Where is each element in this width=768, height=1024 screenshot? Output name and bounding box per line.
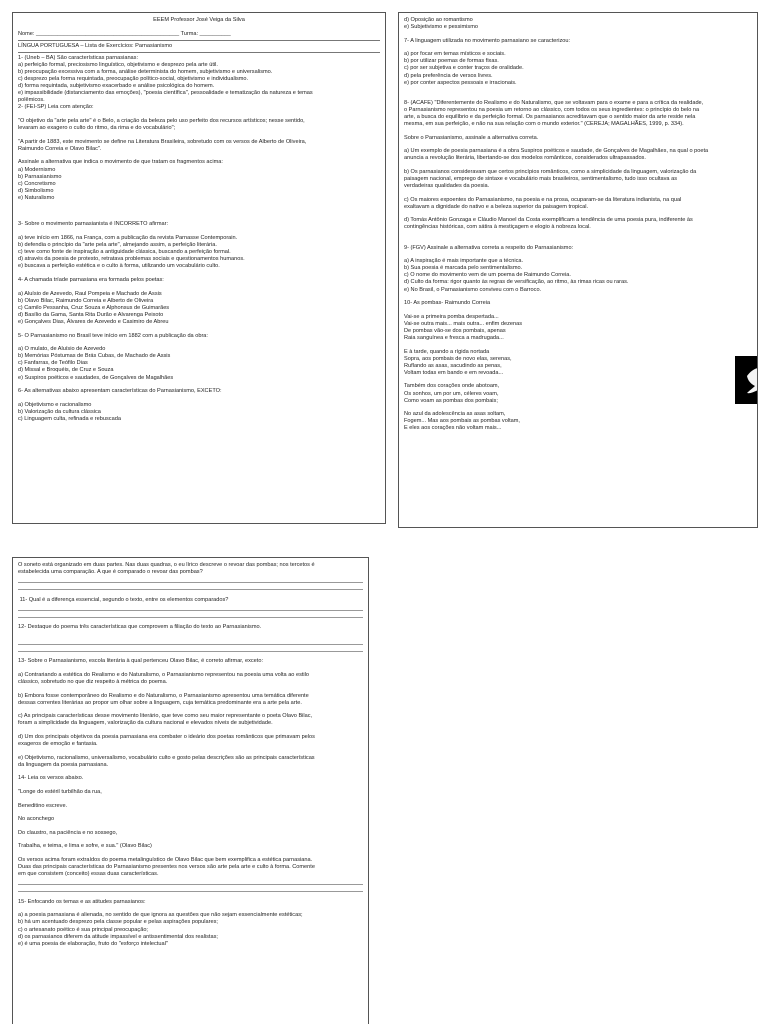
text-line: "O objetivo da "arte pela arte" é o Belo, a criação da beleza pelo uso perfeito dos recursos artísticos; nesse sentido,	[18, 118, 305, 125]
text-line: b) preocupação excessiva com a forma, análise determinista do homem, subjetivismo e universalismo.	[18, 68, 273, 75]
text-line: anuncia a revolução literária, libertando-se dos modelos românticos, considerados ultrapassados.	[404, 155, 646, 162]
text-line: Beneditino escreve.	[18, 802, 68, 809]
text-line: d) Oposição ao romantismo	[404, 17, 473, 23]
text-line: 12- Destaque do poema três características que comprovem a filiação do texto ao Parnasianismo.	[18, 624, 262, 631]
answer-line	[18, 610, 363, 611]
text-line: levaram ao exagero o culto do ritmo, da rima e do vocabulário";	[18, 125, 176, 132]
text-line: foram a simplicidade da linguagem, valorização da cultura nacional e elevados níveis de subjetividade.	[18, 720, 273, 727]
text-line: e) Gonçalves Dias, Álvares de Azevedo e Casimiro de Abreu	[18, 319, 169, 325]
text-line: e) Suspiros poéticos e saudades, de Gonçalves de Magalhães	[18, 374, 174, 381]
text-line: 5- O Parnasianismo no Brasil teve início em 1882 com a publicação da obra:	[18, 332, 208, 339]
text-line: b) há um acentuado desprezo pela classe popular e pelas aspirações populares;	[18, 919, 218, 926]
text-line: Assinale a alternativa que indica o movimento de que tratam os fragmentos acima:	[18, 159, 223, 166]
text-line: Ruflando as asas, sacudindo as penas,	[404, 362, 502, 369]
text-line: verdadeiras qualidades da poesia.	[404, 183, 490, 190]
text-line: a) Aluísio de Azevedo, Raul Pompeia e Machado de Assis	[18, 290, 162, 297]
text-line: c) Fanfarras, de Teófilo Dias	[18, 360, 88, 367]
text-line: Vai-se a primeira pomba despertada...	[404, 313, 499, 320]
text-line: c) Linguagem culta, refinada e rebuscada	[18, 415, 121, 422]
text-line: a) Um exemplo de poesia parnasiana é a obra Suspiros poéticos e saudade, de Gonçalves de Magalhães, na qual o poeta	[404, 148, 709, 155]
text-line: E eles aos corações não voltam mais...	[404, 425, 502, 432]
text-line: estabelecida uma comparação. A que é comparado o revoar das pombas?	[18, 569, 203, 576]
text-line: em que consistem (conceito) essas duas características.	[18, 871, 159, 878]
text-line: 10- As pombas- Raimundo Correia	[404, 300, 491, 307]
page-3-questions	[18, 562, 363, 948]
text-line: e) por conter aspectos pessoais e irracionais.	[404, 79, 517, 86]
text-line: Vai-se outra mais... mais outra... enfim dezenas	[404, 320, 523, 327]
text-line: a) A inspiração é mais importante que a técnica.	[404, 258, 524, 265]
text-line: c) por ser subjetiva e conter traços de oralidade.	[404, 65, 524, 72]
text-line: d) os parnasianos diferem da atitude impassível e antissentimental dos realistas;	[18, 933, 218, 940]
text-line: 15- Enfocando os temas e as atitudes parnasianos:	[18, 898, 146, 905]
text-line: Voltam todas em bando e em revoada...	[404, 369, 504, 376]
text-line: "A partir de 1883, este movimento se define na Literatura Brasileira, sobretudo com os versos de Alberto de Oliveira,	[18, 138, 307, 145]
text-line: Os versos acima foram extraídos do poema metalinguístico de Olavo Bilac que bem exemplifica a estética parnasiana.	[18, 856, 313, 863]
text-line: b) defendia o princípio da "arte pela arte", almejando assim, a perfeição literária.	[18, 242, 217, 249]
header-divider	[18, 40, 380, 41]
text-line: d) através da poesia de protesto, retratava problemas sociais e questionamentos humanos.	[18, 256, 245, 263]
text-line: Fogem... Mas aos pombais as pombas voltam,	[404, 418, 520, 425]
text-line: e) Objetivismo, racionalismo, universalismo, vocabulário culto e gosto pelas descrições são as principais características	[18, 754, 315, 761]
text-line: e) Naturalismo	[18, 194, 55, 201]
text-line: b) Valorização da cultura clássica	[18, 408, 101, 415]
text-line: exaltavam a dignidade do nativo e a beleza superior da paisagem tropical.	[404, 203, 589, 210]
text-line: 7- A linguagem utilizada no movimento parnasiano se caracterizou:	[404, 37, 571, 44]
text-line: 1- (Uneb – BA) São características parnasianas:	[18, 54, 139, 61]
answer-line	[18, 582, 363, 583]
text-line: De pombas vão-se dos pombais, apenas	[404, 327, 506, 334]
text-line: d) Basílio da Gama, Santa Rita Durão e Alvarenga Peixoto	[18, 311, 164, 318]
text-line: d) pela preferência de versos livres.	[404, 72, 493, 79]
text-line: arte, a busca do equilíbrio e da perfeição formal. Os parnasianos acreditavam que o sentido maior da arte reside nela	[404, 113, 696, 120]
worksheet-page-2	[398, 12, 758, 528]
page-2-questions	[404, 17, 752, 433]
text-line: mesma, em sua perfeição, e não na sua relação com o mundo exterior." (CEREJA; MAGALHÃES, 1999, p. 334).	[404, 121, 684, 128]
text-line: Os sonhos, um por um, céleres voam,	[404, 390, 499, 397]
text-line: 6- As alternativas abaixo apresentam características do Parnasianismo, EXCETO:	[18, 388, 222, 395]
text-line: contingências históricas, com sátira à mestiçagem e elogio à nobreza local.	[404, 224, 591, 231]
text-line: e) No Brasil, o Parnasianismo conviveu com o Barroco.	[404, 286, 542, 293]
text-line: d) Simbolismo	[18, 187, 54, 194]
text-line: b) Sua poesia é marcada pelo sentimentalismo.	[404, 265, 523, 272]
text-line: b) Olavo Bilac, Raimundo Correia e Alberto de Oliveira	[18, 297, 154, 304]
worksheet-page-1	[12, 12, 386, 524]
text-line: a) perfeição formal, preciosismo linguístico, objetivismo e desprezo pela arte útil.	[18, 61, 218, 68]
text-line: a) Objetivismo e racionalismo	[18, 401, 92, 408]
text-line: c) As principais características desse movimento literário, que teve como seu maior representante o poeta Olavo Bilac,	[18, 713, 313, 720]
text-line: d) Tomás Antônio Gonzaga e Cláudio Manoel da Costa exemplificam a tendência de uma poesia pura, indiferente às	[404, 217, 693, 224]
text-line: a) Modernismo	[18, 166, 56, 173]
text-line: 3- Sobre o movimento parnasianista é INCORRETO afirmar:	[18, 221, 169, 228]
text-line: paisagem nacional, emprego de sintaxe e vocabulário mais brasileiros, sentimentalismo, tudo isso ocultava as	[404, 176, 677, 182]
text-line: a) por focar em temas místicos e sociais.	[404, 51, 506, 58]
text-line: c) Os maiores expoentes do Parnasianismo, na poesia e na prosa, ocuparam-se da literatura indianista, na qual	[404, 196, 682, 203]
text-line: "Longe do estéril turbilhão da rua,	[18, 789, 102, 795]
text-line: c) o artesanato poético é sua principal preocupação;	[18, 926, 148, 933]
text-line: 8- (ACAFE) "Diferentemente do Realismo e do Naturalismo, que se voltavam para o exame e para a crítica da realidade,	[404, 99, 704, 106]
page-1-questions	[18, 55, 380, 423]
text-line: Sobre o Parnasianismo, assinale a alternativa correta.	[404, 134, 539, 141]
text-line: b) Memórias Póstumas de Brás Cubas, de Machado de Assis	[18, 353, 171, 360]
text-line: E à tarde, quando a rígida nortada	[404, 348, 490, 355]
answer-line	[18, 884, 363, 885]
text-line: c) teve como fonte de inspiração a antiguidade clássica, buscando a perfeição formal.	[18, 249, 231, 256]
text-line: c) O nome do movimento vem de um poema de Raimundo Correia.	[404, 272, 571, 279]
text-line: e) é uma poesia de elaboração, fruto do "esforço intelectual"	[18, 940, 168, 947]
text-line: dessas correntes literárias ao propor um olhar sobre a linguagem, cuja temática predominante era a arte pela arte.	[18, 699, 302, 706]
dove-image	[735, 356, 758, 404]
text-line: a) a poesia parnasiana é alienada, no sentido de que ignora as questões que não sejam essencialmente estéticas;	[18, 912, 303, 919]
text-line: No azul da adolescência as asas soltam,	[404, 411, 506, 418]
text-line: b) Embora fosse contemporâneo do Realismo e do Naturalismo, o Parnasianismo apresentou uma temática diferente	[18, 692, 309, 699]
text-line: Raimundo Correia e Olavo Bilac".	[18, 145, 102, 152]
text-line: a) O mulato, de Aluísio de Azevedo	[18, 346, 106, 353]
text-line: b) Parnasianismo	[18, 173, 62, 180]
student-name-line: Nome: ______________________________________________ Turma: __________	[18, 30, 231, 37]
text-line: 13- Sobre o Parnasianismo, escola literária à qual pertenceu Olavo Bilac, é correto afirmar, exceto:	[18, 658, 264, 665]
text-line: c) desprezo pela forma requintada, preocupação político-social, objetivismo e individualismo.	[18, 76, 249, 83]
school-name: EEEM Professor José Veiga da Silva	[153, 17, 245, 23]
text-line: a) teve início em 1866, na França, com a publicação da revista Parnasse Contemporain.	[18, 235, 238, 242]
text-line: da linguagem da poesia parnasiana.	[18, 761, 109, 768]
answer-line	[18, 644, 363, 645]
text-line: e) buscava a perfeição estética e o culto à forma, utilizando um vocabulário culto.	[18, 263, 220, 270]
text-line: e) Subjetivismo e pessimismo	[404, 24, 478, 31]
text-line: d) Missal e Broquéis, de Cruz e Souza	[18, 367, 114, 374]
text-line: Duas das principais características do Parnasianismo presentes nos versos são arte pela arte e culto à forma. Comente	[18, 864, 315, 871]
text-line: a) Contrariando a estética do Realismo e do Naturalismo, o Parnasianismo representou na poesia uma volta ao estilo	[18, 671, 310, 678]
text-line: 4- A chamada tríade parnasiana era formada pelos poetas:	[18, 277, 164, 284]
text-line: d) forma requintada, subjetivismo exacerbado e análise psicológica do homem.	[18, 83, 215, 90]
text-line: Trabalha, e teima, e lima e sofre, e sua." (Olavo Bilac)	[18, 843, 152, 850]
text-line: Sopra, aos pombais de novo elas, serenas,	[404, 355, 512, 362]
text-line: Do claustro, na paciência e no sossego,	[18, 829, 118, 836]
text-line: c) Camilo Pessanha, Cruz Souza e Alphonsus de Guimarães	[18, 304, 170, 311]
spacer	[18, 631, 363, 638]
text-line: Como voam as pombas dos pombais;	[404, 397, 498, 404]
text-line: polêmicos.	[18, 97, 45, 104]
text-line: Raia sanguínea e fresca a madrugada...	[404, 335, 504, 341]
text-line: c) Concretismo	[18, 180, 56, 187]
text-line: No aconchego	[18, 816, 55, 823]
text-line: 9- (FGV) Assinale a alternativa correta a respeito do Parnasianismo:	[404, 244, 574, 251]
text-line: d) Um dos principais objetivos da poesia parnasiana era combater o ideário dos poetas românticos que primavam pelos	[18, 734, 315, 741]
text-line: b) por utilizar poemas de formas fixas.	[404, 58, 499, 65]
text-line: Também dos corações onde abotoam,	[404, 383, 500, 390]
text-line: b) Os parnasianos consideravam que certos princípios românticos, como a simplicidade da linguagem, valorização da	[404, 168, 697, 175]
text-line: clássico, sobretudo no que diz respeito à métrica do poema.	[18, 679, 168, 686]
worksheet-page-3	[12, 557, 369, 1024]
header-divider	[18, 52, 380, 53]
text-line: 14- Leia os versos abaixo.	[18, 775, 84, 782]
text-line: exageros de emoção e fantasia.	[18, 741, 98, 748]
text-line: o Parnasianismo representou na poesia um retorno ao clássico, com todos os seus ingredientes: o princípio do belo na	[404, 106, 700, 113]
text-line: 11- Qual é a diferença essencial, segundo o texto, entre os elementos comparados?	[18, 596, 229, 603]
text-line: 2- (FEI-SP) Leia com atenção:	[18, 104, 94, 111]
text-line: e) impassibilidade (distanciamento das emoções), "poesia científica", pessoalidade e tematização da natureza e temas	[18, 90, 313, 97]
worksheet-subject: LÍNGUA PORTUGUESA – Lista de Exercícios: Parnasianismo	[18, 42, 173, 49]
text-line: d) Culto da forma: rigor quanto às regras de versificação, ao ritmo, às rimas ricas ou raras.	[404, 279, 629, 286]
text-line: O soneto está organizado em duas partes. Nas duas quadras, o eu lírico descreve o revoar das pombas; nos tercetos é	[18, 562, 315, 568]
